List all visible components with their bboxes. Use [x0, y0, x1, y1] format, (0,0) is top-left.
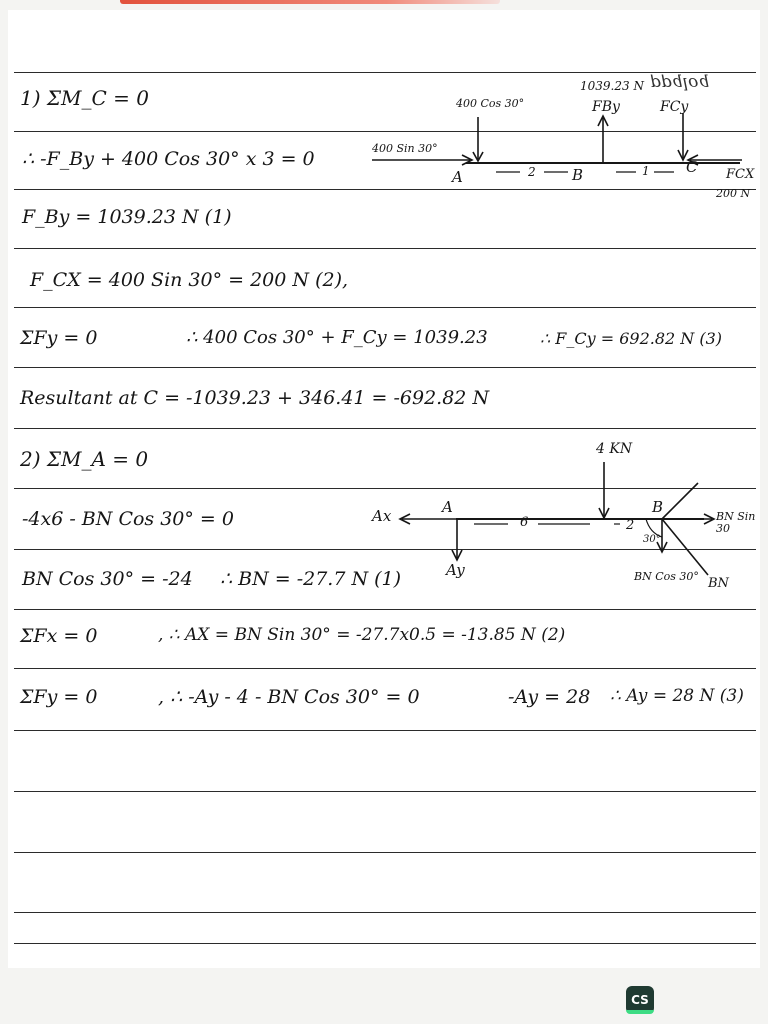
eq-ax-result: , ∴ AX = BN Sin 30° = -27.7x0.5 = -13.85 N (2): [158, 625, 566, 645]
eq-moment-a-expansion: -4x6 - BN Cos 30° = 0: [22, 508, 234, 530]
label-bn-cos30: BN Cos 30°: [634, 570, 699, 583]
label-400cos30: 400 Cos 30°: [456, 97, 525, 110]
eq-fcx-result: F_CX = 400 Sin 30° = 200 N (2),: [30, 269, 349, 291]
eq-ay-result: ∴ Ay = 28 N (3): [610, 686, 744, 706]
label-dist-bc: 1: [642, 164, 650, 178]
eq-ay-intermediate: -Ay = 28: [508, 686, 591, 708]
eq-moment-expansion: ∴ -F_By + 400 Cos 30° x 3 = 0: [22, 148, 315, 170]
eq-bn-cos: BN Cos 30° = -24: [22, 568, 193, 590]
eq-sum-fy-1: ΣFy = 0: [20, 327, 98, 349]
label-fcx-value: 200 N: [716, 187, 751, 200]
eq-sum-fx: ΣFx = 0: [20, 625, 98, 647]
eq-resultant-c: Resultant at C = -1039.23 + 346.41 = -692.82 N: [20, 387, 490, 409]
watermark-stamp: ppqloq: [650, 73, 710, 93]
eq-moment-a: 2) ΣM_A = 0: [20, 447, 149, 471]
label-400sin30: 400 Sin 30°: [372, 142, 438, 155]
label-point-b-2: B: [652, 498, 664, 516]
label-point-a-1: A: [452, 168, 463, 186]
eq-fy-expansion-2: , ∴ -Ay - 4 - BN Cos 30° = 0: [158, 686, 420, 708]
eq-moment-c: 1) ΣM_C = 0: [20, 86, 150, 110]
label-bn: BN: [708, 576, 729, 591]
camscanner-logo-text: CS: [631, 993, 649, 1007]
label-dist-ab-1: 2: [528, 165, 536, 179]
label-angle-30: 30°: [643, 534, 661, 545]
label-fby-value: 1039.23 N: [580, 79, 644, 93]
label-load-4kn: 4 KN: [596, 441, 633, 457]
eq-sum-fy-2: ΣFy = 0: [20, 686, 98, 708]
eq-fcy-result: ∴ F_Cy = 692.82 N (3): [540, 329, 723, 348]
label-fcx: FCX: [726, 167, 755, 182]
label-dist-ab-2: 6: [520, 515, 529, 530]
eq-bn-result: ∴ BN = -27.7 N (1): [220, 568, 402, 590]
label-ax: Ax: [372, 507, 392, 525]
label-point-b-1: B: [572, 166, 584, 184]
label-point-a-2: A: [442, 498, 453, 516]
label-bn-sin30: BN Sin 30: [716, 511, 756, 536]
camscanner-logo: [626, 986, 654, 1014]
label-fcy: FCy: [660, 99, 689, 115]
label-fby: FBy: [592, 99, 620, 115]
eq-fy-expansion-1: ∴ 400 Cos 30° + F_Cy = 1039.23: [186, 327, 488, 348]
eq-fby-result: F_By = 1039.23 N (1): [22, 206, 232, 228]
label-dist-b: 2: [626, 518, 635, 533]
label-point-c: C: [686, 158, 698, 176]
label-ay: Ay: [446, 561, 465, 579]
